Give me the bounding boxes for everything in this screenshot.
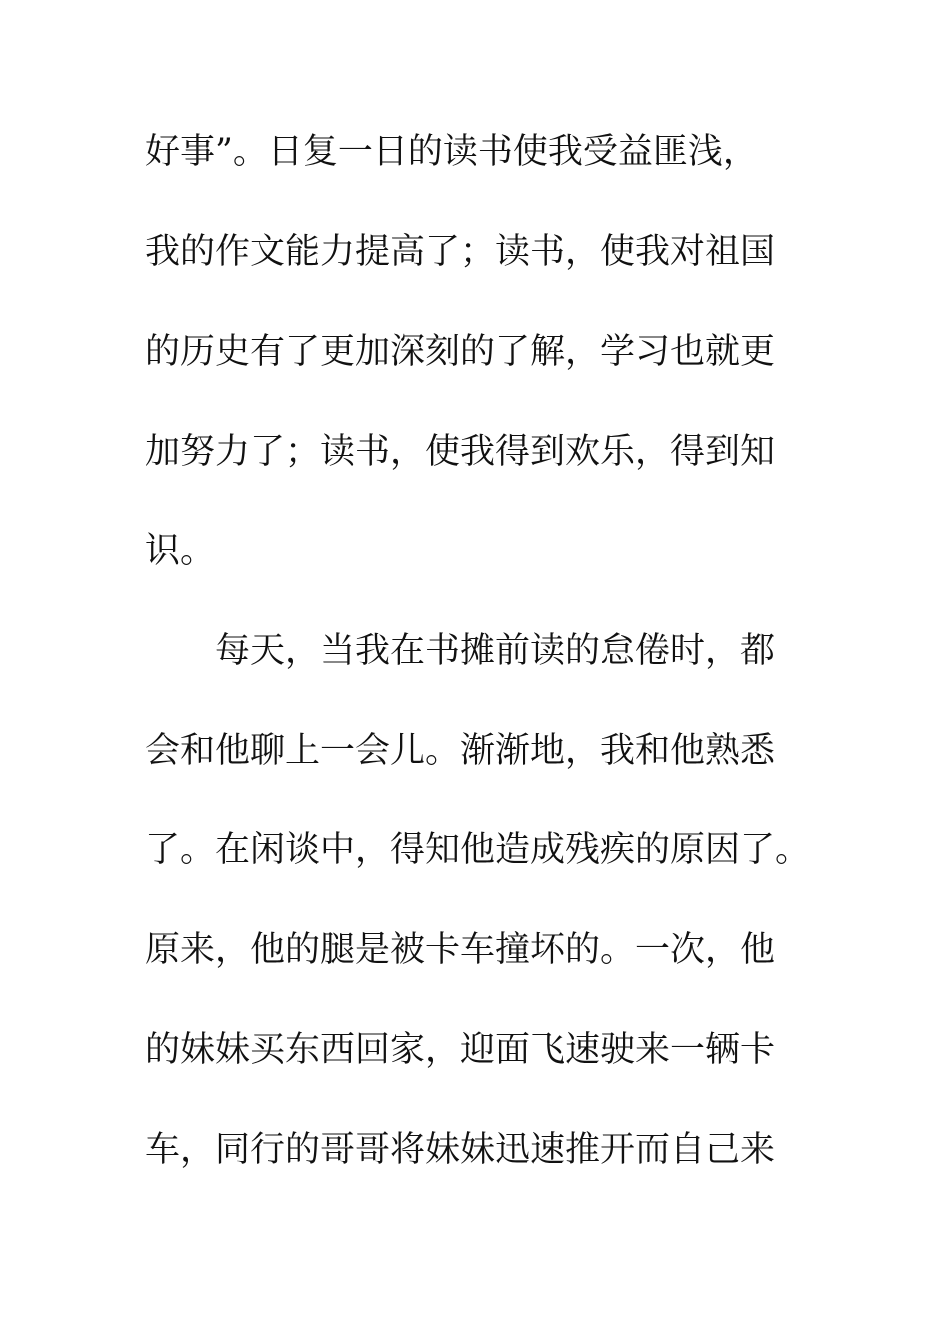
text-line: 的历史有了更加深刻的了解，学习也就更 [145,332,776,372]
text-line-paragraph-start: 每天，当我在书摊前读的怠倦时，都 [145,631,776,671]
text-line: 原来，他的腿是被卡车撞坏的。一次，他 [145,930,776,970]
text-line: 加努力了；读书，使我得到欢乐，得到知 [145,432,776,472]
text-line: 我的作文能力提高了；读书，使我对祖国 [145,232,776,272]
text-line: 的妹妹买东西回家，迎面飞速驶来一辆卡 [145,1030,776,1070]
text-line: 好事”。日复一日的读书使我受益匪浅， [145,132,758,172]
text-line: 车，同行的哥哥将妹妹迅速推开而自己来 [145,1130,776,1170]
text-line: 了。在闲谈中，得知他造成残疾的原因了。 [145,830,811,870]
text-line: 识。 [145,531,216,571]
text-line: 会和他聊上一会儿。渐渐地，我和他熟悉 [145,731,776,771]
